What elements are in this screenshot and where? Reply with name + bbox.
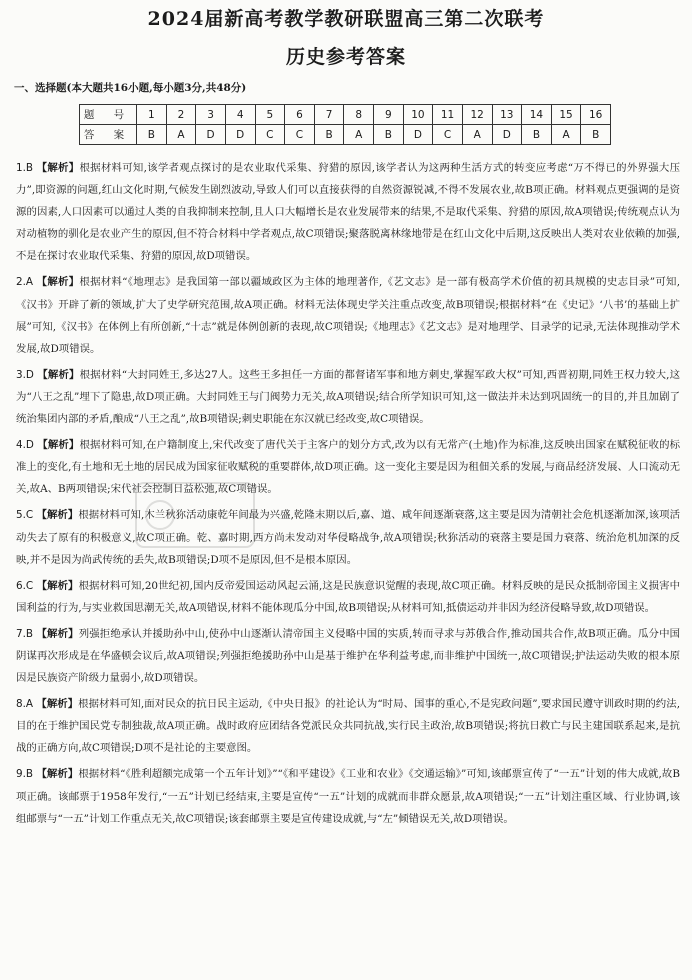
- item-number: 2.A: [16, 276, 34, 289]
- explanation-item: [16, 623, 680, 689]
- explanation-text: 列强拒绝承认并援助孙中山,使孙中山逐渐认清帝国主义侵略中国的实质,转而寻求与苏俄合作,推动国共合作,故B项正确。瓜分中国阴谋再次形成是在华盛顿会议后,故A项错误;列强拒绝援助孙中山是基于维护在华利益考虑,而非维护中国统一,故C项错误;护法运动失败的根本原因是民族资产阶级力量弱小,故D项错误。: [16, 627, 681, 685]
- analysis-tag: 【解析】: [36, 162, 80, 174]
- question-number: 8: [344, 105, 374, 125]
- item-number: 8.A: [16, 698, 34, 711]
- question-number: 3: [196, 105, 226, 125]
- item-number: 4.D: [16, 439, 34, 452]
- document-subtitle: 历史参考答案: [285, 46, 406, 68]
- answer-letter: D: [492, 125, 522, 145]
- answer-letter: B: [137, 125, 167, 145]
- item-number: 1.B: [16, 162, 34, 174]
- answer-key-table: [79, 104, 611, 145]
- analysis-tag: 【解析】: [36, 698, 79, 711]
- explanation-text: 根据材料“《胜利超额完成第一个五年计划》”“《和平建设》《工业和农业》《交通运输》”可知,该邮票宣传了“一五”计划的伟大成就,故B项正确。该邮票于1958年发行,“一五”计划已经结束,主要是宣传“一五”计划的成就而非群众愿景,故A项错误;“一五”计划注重区域、行业协调,该组邮票与“一五”计划工作重点无关,故C项错误;该套邮票主要是宣传建设成就,与“左”倾错误无关,故D项错误。: [16, 768, 680, 825]
- answer-letter: D: [196, 125, 226, 145]
- item-number: 3.D: [16, 368, 34, 381]
- answer-letter: B: [314, 125, 344, 145]
- analysis-tag: 【解析】: [37, 439, 80, 452]
- answer-letter: A: [462, 125, 492, 145]
- answer-letter: C: [255, 125, 285, 145]
- question-number-row: [80, 105, 611, 125]
- explanation-item: [16, 434, 680, 500]
- answer-letter: A: [166, 125, 196, 145]
- explanation-item: [16, 504, 680, 570]
- explanation-text: 根据材料“《地理志》是我国第一部以疆域政区为主体的地理著作,《艺文志》是一部有极高学术价值的初具规模的史志目录”可知,《汉书》开辟了新的领域,扩大了史学研究范围,故A项正确。材料无法体现史学关注重点改变,故B项错误;根据材料“在《史记》‘八书’的基础上扩展”可知,《汉书》在体例上有所创新,“十志”就是体例创新的表现,故C项错误;《地理志》《艺文志》是对地理学、目录学的记录,无法体现推动学术发展,故D项错误。: [16, 276, 681, 355]
- item-number: 5.C: [16, 509, 34, 522]
- answer-letter: A: [344, 125, 374, 145]
- answer-letter: D: [225, 125, 255, 145]
- explanation-text: 根据材料可知,面对民众的抗日民主运动,《中央日报》的社论认为“时局、国事的重心,不是宪政问题”,要求国民遵守训政时期的约法,目的在于维护国民党专制独裁,故A项正确。战时政府应团结各党派民众共同抗战,实行民主政治,故B项错误;将抗日救亡与民主建国联系起来,是抗战的正确方向,故C项错误;D项不是社论的主要意图。: [16, 698, 680, 755]
- answer-row: [80, 125, 611, 145]
- analysis-tag: 【解析】: [36, 509, 79, 522]
- question-number: 6: [285, 105, 315, 125]
- explanation-text: 根据材料可知,该学者观点探讨的是农业取代采集、狩猎的原因,该学者认为这两种生活方式的转变应考虑“万不得已的外界强大压力”,即资源的问题,红山文化时期,气候发生剧烈波动,导致人们可以直接获得的自然资源锐减,不得不发展农业,故B项正确。材料观点更强调的是资源的因素,人口因素可以通过人类的自我抑制来控制,且人口大幅增长是农业发展带来的结果,不是取代采集、狩猎的原因,故A项错误;传统观点认为对动植物的驯化是农业产生的原因,但不符合材料中学者观点,故C项错误;聚落脱离林缘地带是在红山文化中后期,这反映出人类对农业依赖的加强,不是在探讨农业取代采集、狩猎的原因,故D项错误。: [16, 162, 680, 263]
- item-number: 9.B: [16, 768, 34, 781]
- explanation-text: 根据材料可知,在户籍制度上,宋代改变了唐代关于主客户的划分方式,改为以有无常产(土地)作为标准,这反映出国家在赋税征收的标准上的变化,有土地和无土地的居民成为国家征收赋税的重要群体,故D项正确。这一变化主要是因为租佃关系的发展,与商品经济发展、人口流动无关,故A、B两项错误;宋代社会控制日益松弛,故C项错误。: [16, 439, 680, 496]
- question-number: 5: [255, 105, 285, 125]
- analysis-tag: 【解析】: [36, 627, 79, 640]
- answer-letter: A: [551, 125, 581, 145]
- row-header-answer: 答 案: [80, 125, 137, 145]
- answer-letter: B: [374, 125, 404, 145]
- explanations-list: [16, 157, 680, 834]
- explanation-item: [16, 271, 680, 359]
- explanation-item: [16, 157, 680, 267]
- explanation-item: [16, 575, 680, 619]
- question-number: 10: [403, 105, 433, 125]
- question-number: 12: [462, 105, 492, 125]
- analysis-tag: 【解析】: [36, 768, 79, 781]
- answer-letter: D: [403, 125, 433, 145]
- answer-letter: B: [581, 125, 611, 145]
- analysis-tag: 【解析】: [37, 368, 80, 381]
- question-number: 7: [314, 105, 344, 125]
- answer-letter: C: [433, 125, 463, 145]
- answer-letter: C: [285, 125, 315, 145]
- explanation-text: 根据材料可知,木兰秋狝活动康乾年间最为兴盛,乾隆末期以后,嘉、道、咸年间逐渐衰落,这主要是因为清朝社会危机逐渐加深,该项活动失去了原有的积极意义,故C项正确。乾、嘉时期,西方尚未发动对华侵略战争,故A项错误;秋狝活动的衰落主要是国力衰落、统治危机加深的反映,并不是因为尚武传统的丢失,故B项错误;D项不是原因,但不是根本原因。: [16, 509, 680, 566]
- question-number: 16: [581, 105, 611, 125]
- question-number: 4: [225, 105, 255, 125]
- question-number: 9: [374, 105, 404, 125]
- explanation-text: 根据材料“大封同姓王,多达27人。这些王多担任一方面的都督诸军事和地方刺史,掌握军政大权”可知,西晋初期,同姓王权力较大,这为“八王之乱”埋下了隐患,故D项正确。大封同姓王与门阀势力无关,故A项错误;结合所学知识可知,这一做法并未达到巩固统一的目的,并且加剧了统治集团内部的矛盾,酿成“八王之乱”,故B项错误;刺史职能在东汉就已经改变,故C项错误。: [16, 368, 680, 426]
- question-number: 13: [492, 105, 522, 125]
- item-number: 7.B: [16, 627, 34, 640]
- question-number: 14: [522, 105, 552, 125]
- section-heading: 一、选择题(本大题共16小题,每小题3分,共48分): [14, 82, 247, 94]
- explanation-item: [16, 693, 680, 759]
- item-number: 6.C: [16, 579, 34, 592]
- explanation-text: 根据材料可知,20世纪初,国内反帝爱国运动风起云涌,这是民族意识觉醒的表现,故C项正确。材料反映的是民众抵制帝国主义损害中国利益的行为,与实业救国思潮无关,故A项错误,材料不能体现瓜分中国,故B项错误;从材料可知,抵债运动并非因为经济侵略导致,故D项错误。: [16, 579, 680, 614]
- explanation-item: [16, 364, 680, 430]
- exam-title: 2024届新高考教学教研联盟高三第二次联考: [147, 8, 545, 30]
- answer-letter: B: [522, 125, 552, 145]
- analysis-tag: 【解析】: [36, 579, 79, 592]
- row-header-number: 题 号: [80, 105, 137, 125]
- question-number: 11: [433, 105, 463, 125]
- question-number: 2: [166, 105, 196, 125]
- explanation-item: [16, 763, 680, 829]
- question-number: 15: [551, 105, 581, 125]
- question-number: 1: [137, 105, 167, 125]
- analysis-tag: 【解析】: [36, 276, 80, 289]
